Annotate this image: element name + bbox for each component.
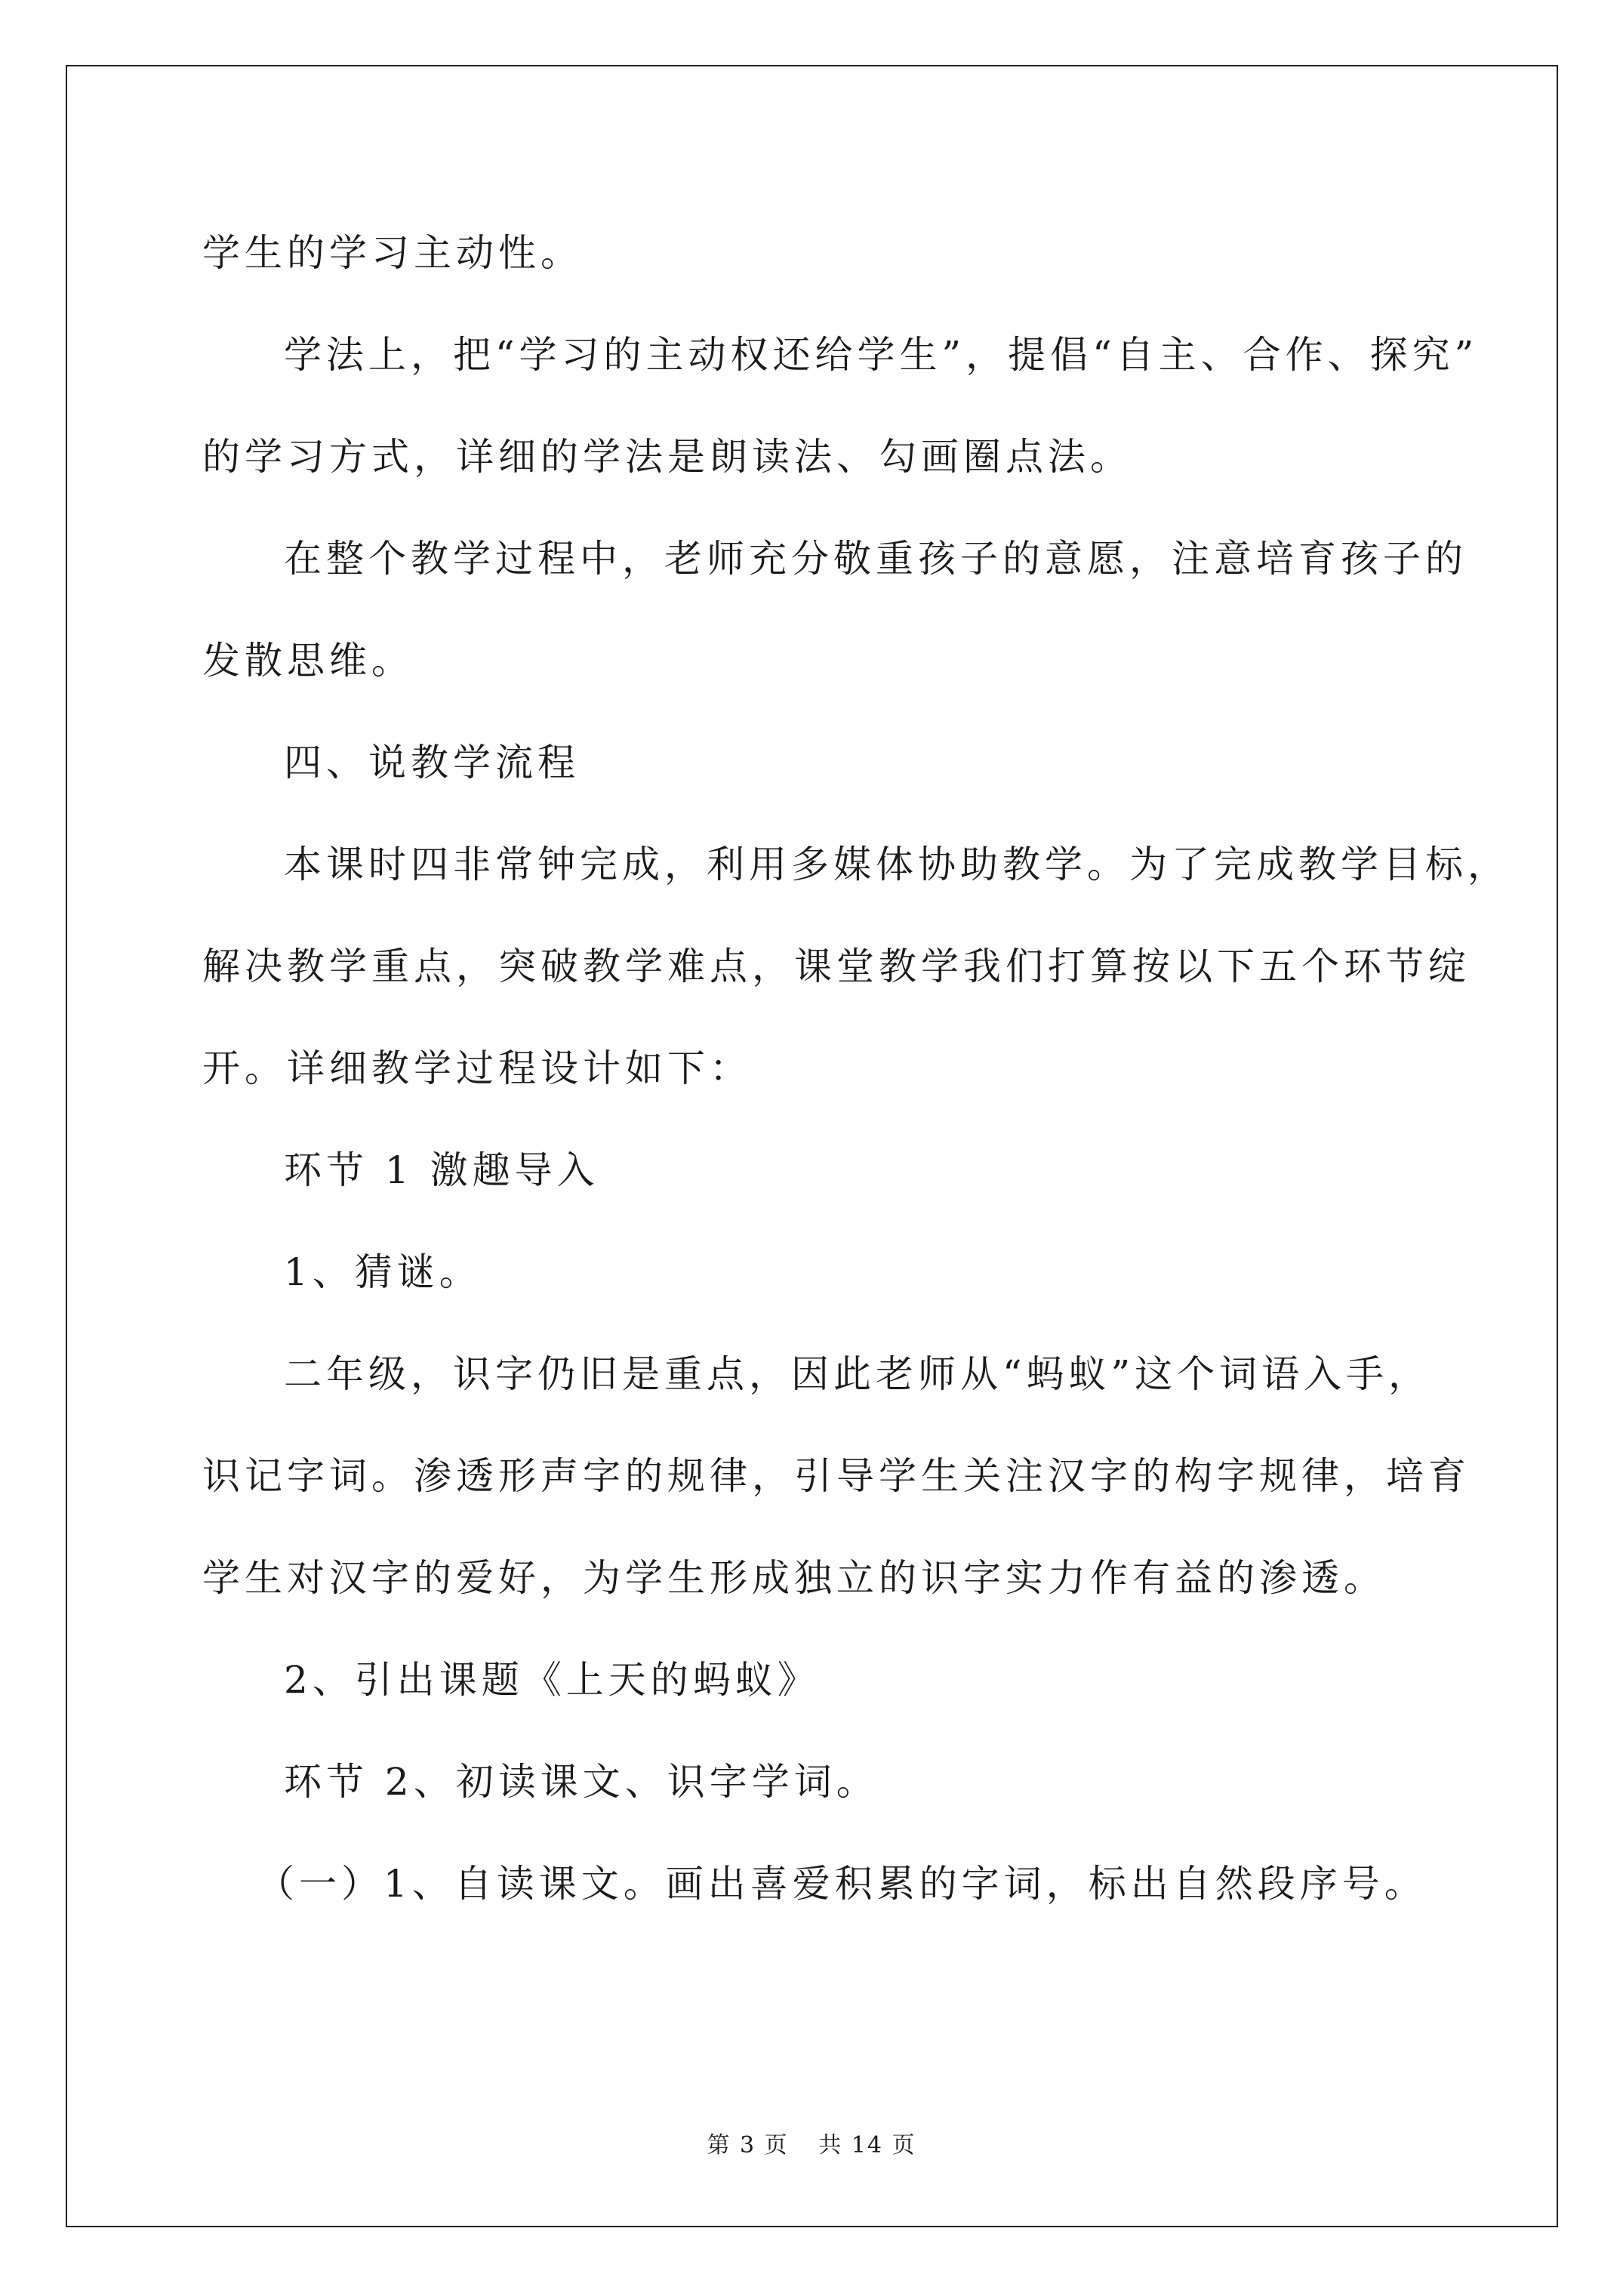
page-footer [0, 2131, 1623, 2161]
text-line: （一）1、自读课文。画出喜爱积累的字词，标出自然段序号。 [257, 1862, 1427, 1906]
text-line: 2、引出课题《上天的蚂蚁》 [284, 1658, 820, 1702]
text-line: 学法上，把“学习的主动权还给学生”，提倡“自主、合作、探究” [284, 333, 1479, 377]
text-line: 在整个教学过程中，老师充分敬重孩子的意愿，注意培育孩子的 [284, 537, 1467, 581]
subsection-heading: 环节 1 激趣导入 [284, 1148, 599, 1192]
section-heading: 四、说教学流程 [284, 741, 580, 784]
text-line: 解决教学重点，突破教学难点，课堂教学我们打算按以下五个环节绽 [202, 945, 1471, 988]
text-line: 学生对汉字的爱好，为学生形成独立的识字实力作有益的渗透。 [202, 1556, 1386, 1600]
page-number: 第 3 页 [707, 2132, 789, 2159]
text-line: 的学习方式，详细的学法是朗读法、勾画圈点法。 [202, 435, 1132, 479]
page-total: 共 14 页 [818, 2132, 916, 2159]
text-line: 发散思维。 [202, 639, 414, 683]
text-line: 二年级，识字仍旧是重点，因此老师从“蚂蚁”这个词语入手， [284, 1352, 1431, 1396]
subsection-heading: 环节 2、初读课文、识字学词。 [284, 1760, 879, 1804]
text-line: 1、猜谜。 [284, 1250, 482, 1294]
text-line: 开。详细教学过程设计如下： [202, 1046, 752, 1090]
text-line: 本课时四非常钟完成，利用多媒体协助教学。为了完成教学目标， [284, 843, 1510, 886]
text-line: 学生的学习主动性。 [202, 231, 583, 275]
text-line: 识记字词。渗透形声字的规律，引导学生关注汉字的构字规律，培育 [202, 1454, 1471, 1498]
